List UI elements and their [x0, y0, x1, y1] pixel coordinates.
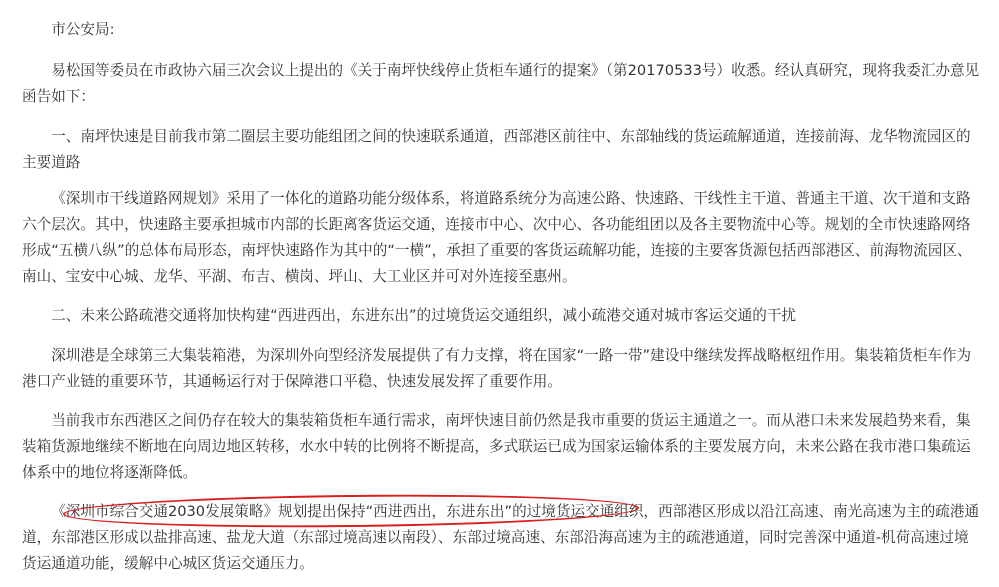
salutation: 市公安局:	[51, 21, 115, 38]
paragraph-current-demand: 当前我市东西港区之间仍存在较大的集装箱货柜车通行需求，南坪快速目前仍然是我市重要的货运主通道之一。而从港口未来发展趋势来看，集装箱货源地继续不断地在向周边地区转移，水水中转的比例将不断提高，多式联运已成为国家运输体系的主要发展方向，未来公路在我市港口集疏运体系中的地位将逐渐降低。	[22, 412, 971, 481]
paragraph-port: 深圳港是全球第三大集装箱港，为深圳外向型经济发展提供了有力支撑，将在国家“一路一带”建设中继续发挥战略枢纽作用。集装箱货柜车作为港口产业链的重要环节，其通畅运行对于保障港口平稳、快速发展发挥了重要作用。	[22, 347, 972, 390]
paragraph-strategy	[22, 499, 982, 577]
paragraph-strategy-rest: 西部港区形成以沿江高速、南光高速为主的疏港通道，东部港区形成以盐排高速、盐龙大道（东部过境高速以南段）、东部过境高速、东部沿海高速为主的疏港通道，同时完善深中通道-机荷高速过境货运通道功能，缓解中心城区货运交通压力。	[22, 503, 980, 572]
paragraph-intro: 易松国等委员在市政协六届三次会议上提出的《关于南坪快线停止货柜车通行的提案》（第20170533号）收悉。经认真研究，现将我委汇办意见函告如下：	[22, 62, 980, 105]
paragraph-heading-two: 二、未来公路疏港交通将加快构建“西进西出，东进东出”的过境货运交通组织，减小疏港交通对城市客运交通的干扰	[51, 307, 797, 324]
highlighted-text: 《深圳市综合交通2030发展策略》规划提出保持“西进西出，东进东出”的过境货运交通组织，	[51, 503, 659, 520]
paragraph-heading-one: 一、南坪快速是目前我市第二圈层主要功能组团之间的快速联系通道，西部港区前往中、东部轴线的货运疏解通道，连接前海、龙华物流园区的主要道路	[22, 128, 971, 171]
paragraph-road-plan: 《深圳市干线道路网规划》采用了一体化的道路功能分级体系，将道路系统分为高速公路、快速路、干线性主干道、普通主干道、次干道和支路六个层次。其中，快速路主要承担城市内部的长距离客货运交通，连接市中心、次中心、各功能组团以及各主要物流中心等。规划的全市快速路网络形成“五横八纵”的总体布局形态，南坪快速路作为其中的“一横”，承担了重要的客货运疏解功能，连接的主要客货源包括西部港区、前海物流园区、南山、宝安中心城、龙华、平湖、布吉、横岗、坪山、大工业区并可对外连接至惠州。	[22, 190, 972, 285]
